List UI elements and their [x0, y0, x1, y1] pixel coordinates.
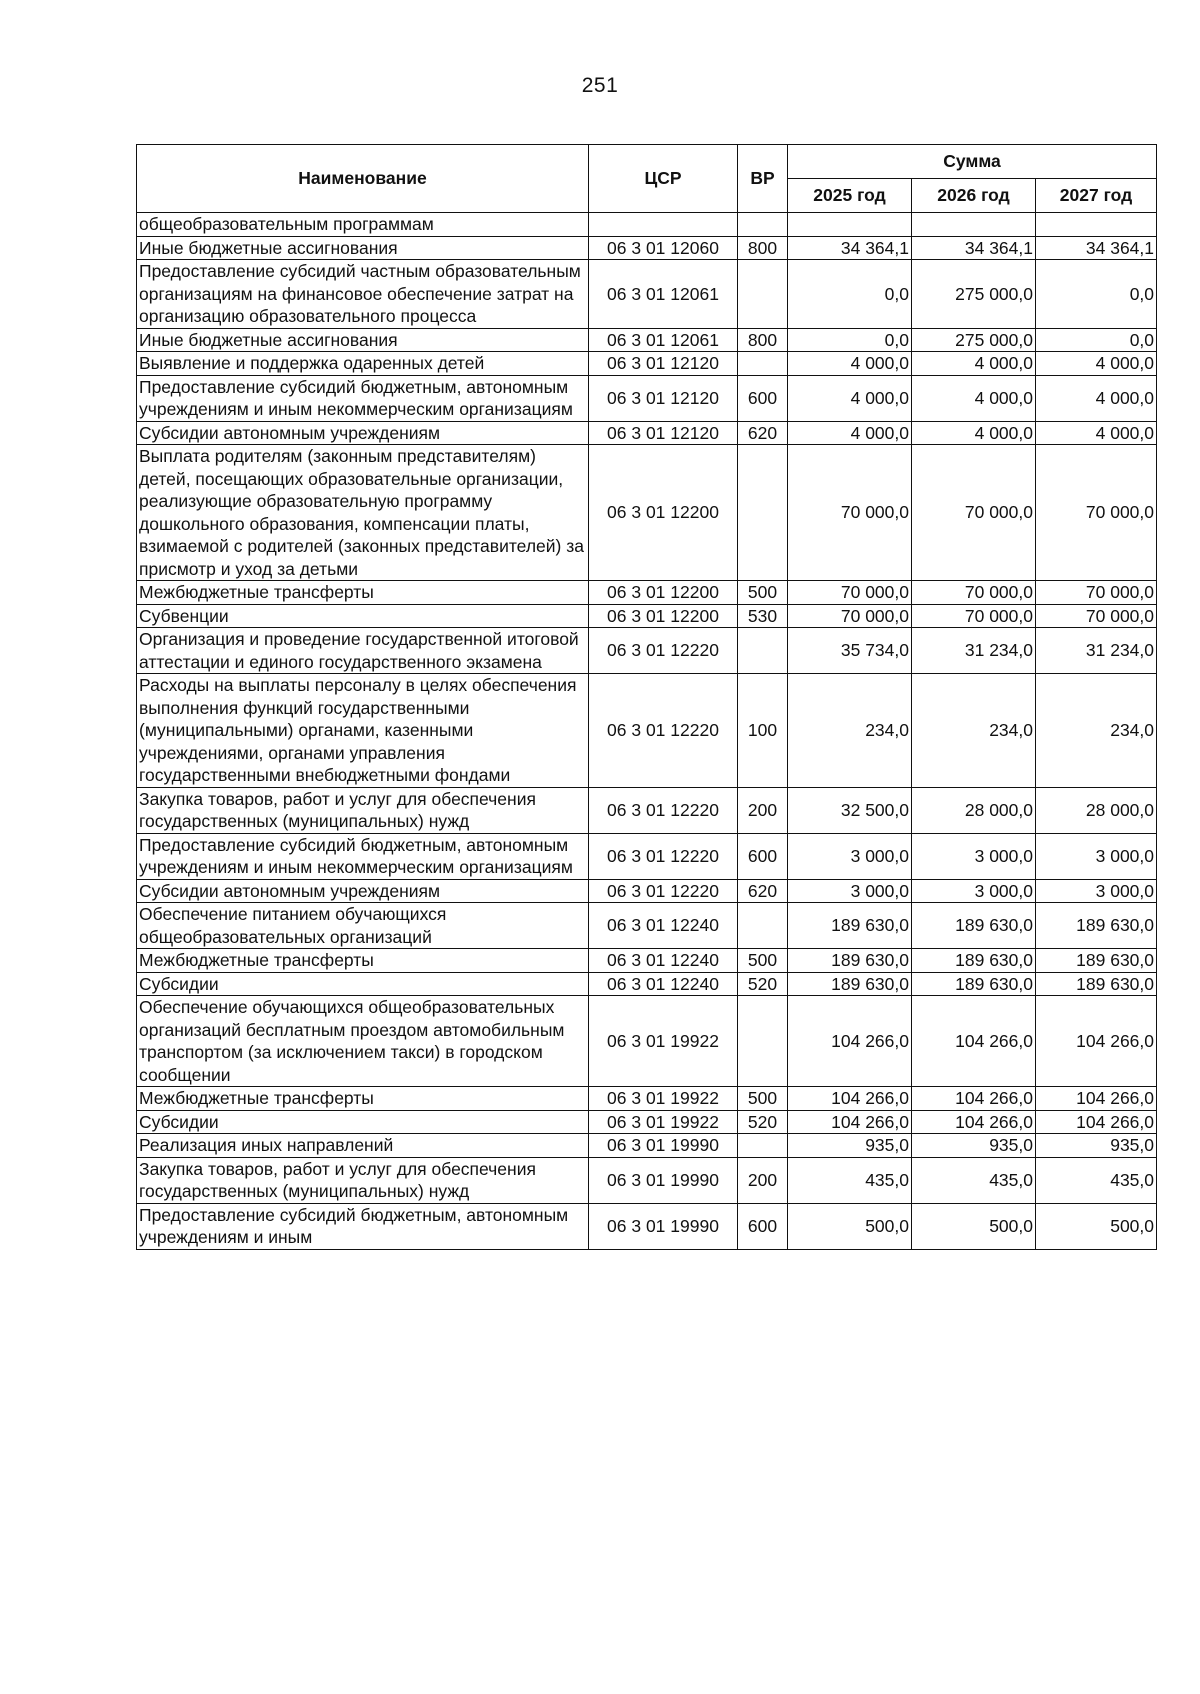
- row-name: Иные бюджетные ассигнования: [137, 236, 589, 260]
- row-sum-2025: 500,0: [788, 1203, 912, 1249]
- row-csr: 06 3 01 19990: [589, 1203, 738, 1249]
- row-sum-2025: 189 630,0: [788, 972, 912, 996]
- row-sum-2025: 234,0: [788, 674, 912, 788]
- row-csr: 06 3 01 12240: [589, 949, 738, 973]
- table-row: [137, 328, 1157, 352]
- header-name: Наименование: [137, 145, 589, 213]
- row-sum-2027: 70 000,0: [1036, 445, 1157, 581]
- row-csr: 06 3 01 12240: [589, 972, 738, 996]
- table-row: [137, 1203, 1157, 1249]
- row-vr: [738, 903, 788, 949]
- row-vr: [738, 1134, 788, 1158]
- row-sum-2026: 189 630,0: [912, 903, 1036, 949]
- row-sum-2025: 3 000,0: [788, 879, 912, 903]
- row-vr: 100: [738, 674, 788, 788]
- row-sum-2026: 275 000,0: [912, 260, 1036, 329]
- budget-table: [136, 144, 1157, 1250]
- row-sum-2027: 70 000,0: [1036, 604, 1157, 628]
- row-sum-2026: 189 630,0: [912, 949, 1036, 973]
- row-vr: 600: [738, 833, 788, 879]
- row-csr: 06 3 01 12220: [589, 628, 738, 674]
- row-sum-2026: 34 364,1: [912, 236, 1036, 260]
- row-csr: 06 3 01 19922: [589, 1110, 738, 1134]
- row-name: Субвенции: [137, 604, 589, 628]
- row-csr: 06 3 01 12220: [589, 879, 738, 903]
- table-row: [137, 421, 1157, 445]
- row-name: Субсидии: [137, 1110, 589, 1134]
- row-sum-2025: [788, 213, 912, 237]
- row-name: Обеспечение питанием обучающихся общеобразовательных организаций: [137, 903, 589, 949]
- row-sum-2026: 4 000,0: [912, 375, 1036, 421]
- row-sum-2025: 0,0: [788, 328, 912, 352]
- row-sum-2026: 500,0: [912, 1203, 1036, 1249]
- row-sum-2026: 31 234,0: [912, 628, 1036, 674]
- table-row: [137, 628, 1157, 674]
- row-name: Межбюджетные трансферты: [137, 581, 589, 605]
- header-year-2025: 2025 год: [788, 179, 912, 213]
- row-name: Межбюджетные трансферты: [137, 1087, 589, 1111]
- row-vr: 500: [738, 581, 788, 605]
- row-csr: 06 3 01 12240: [589, 903, 738, 949]
- table-row: [137, 375, 1157, 421]
- table-row: [137, 949, 1157, 973]
- row-sum-2025: 3 000,0: [788, 833, 912, 879]
- header-vr: ВР: [738, 145, 788, 213]
- table-row: [137, 352, 1157, 376]
- row-sum-2027: 500,0: [1036, 1203, 1157, 1249]
- row-name: Предоставление субсидий бюджетным, автономным учреждениям и иным: [137, 1203, 589, 1249]
- row-vr: 600: [738, 1203, 788, 1249]
- row-sum-2025: 189 630,0: [788, 949, 912, 973]
- row-sum-2027: 34 364,1: [1036, 236, 1157, 260]
- row-name: Субсидии: [137, 972, 589, 996]
- row-sum-2027: 3 000,0: [1036, 879, 1157, 903]
- header-csr: ЦСР: [589, 145, 738, 213]
- header-sum: Сумма: [788, 145, 1157, 179]
- row-vr: 520: [738, 972, 788, 996]
- row-sum-2026: 70 000,0: [912, 581, 1036, 605]
- row-name: Реализация иных направлений: [137, 1134, 589, 1158]
- table-row: [137, 879, 1157, 903]
- row-sum-2026: [912, 213, 1036, 237]
- row-sum-2027: 28 000,0: [1036, 787, 1157, 833]
- row-sum-2026: 70 000,0: [912, 445, 1036, 581]
- row-sum-2026: 104 266,0: [912, 996, 1036, 1087]
- row-sum-2025: 70 000,0: [788, 445, 912, 581]
- row-vr: [738, 628, 788, 674]
- table-row: [137, 1110, 1157, 1134]
- table-row: [137, 996, 1157, 1087]
- row-sum-2026: 3 000,0: [912, 833, 1036, 879]
- row-vr: 200: [738, 787, 788, 833]
- row-vr: 620: [738, 879, 788, 903]
- row-sum-2026: 935,0: [912, 1134, 1036, 1158]
- row-sum-2026: 234,0: [912, 674, 1036, 788]
- row-csr: 06 3 01 12220: [589, 674, 738, 788]
- row-name: Выплата родителям (законным представителям) детей, посещающих образовательные организации, реализующие образовательную программу дошкольного образования, компенсации платы, взимаемой с родителей (законных представителей) за присмотр и уход за детьми: [137, 445, 589, 581]
- row-name: Закупка товаров, работ и услуг для обеспечения государственных (муниципальных) нужд: [137, 787, 589, 833]
- row-vr: 500: [738, 949, 788, 973]
- row-vr: [738, 352, 788, 376]
- row-csr: 06 3 01 12120: [589, 352, 738, 376]
- row-sum-2025: 104 266,0: [788, 1110, 912, 1134]
- row-name: Обеспечение обучающихся общеобразовательных организаций бесплатным проездом автомобильным транспортом (за исключением такси) в городском сообщении: [137, 996, 589, 1087]
- row-sum-2027: 0,0: [1036, 260, 1157, 329]
- row-sum-2025: 4 000,0: [788, 421, 912, 445]
- row-csr: 06 3 01 12120: [589, 375, 738, 421]
- row-sum-2027: 104 266,0: [1036, 996, 1157, 1087]
- row-name: Выявление и поддержка одаренных детей: [137, 352, 589, 376]
- row-sum-2027: 189 630,0: [1036, 972, 1157, 996]
- row-sum-2025: 35 734,0: [788, 628, 912, 674]
- row-name: Иные бюджетные ассигнования: [137, 328, 589, 352]
- row-csr: 06 3 01 12060: [589, 236, 738, 260]
- row-name: Субсидии автономным учреждениям: [137, 421, 589, 445]
- row-vr: 800: [738, 328, 788, 352]
- table-row: [137, 833, 1157, 879]
- row-sum-2025: 0,0: [788, 260, 912, 329]
- row-name: Предоставление субсидий бюджетным, автономным учреждениям и иным некоммерческим организациям: [137, 375, 589, 421]
- row-sum-2026: 3 000,0: [912, 879, 1036, 903]
- row-vr: 620: [738, 421, 788, 445]
- row-sum-2027: 31 234,0: [1036, 628, 1157, 674]
- row-sum-2026: 189 630,0: [912, 972, 1036, 996]
- row-csr: [589, 213, 738, 237]
- row-vr: [738, 445, 788, 581]
- row-sum-2027: 189 630,0: [1036, 949, 1157, 973]
- table-row: [137, 1157, 1157, 1203]
- table-row: [137, 787, 1157, 833]
- row-sum-2027: 3 000,0: [1036, 833, 1157, 879]
- header-year-2026: 2026 год: [912, 179, 1036, 213]
- row-sum-2027: 189 630,0: [1036, 903, 1157, 949]
- row-sum-2026: 435,0: [912, 1157, 1036, 1203]
- row-name: Межбюджетные трансферты: [137, 949, 589, 973]
- row-vr: [738, 260, 788, 329]
- row-sum-2026: 70 000,0: [912, 604, 1036, 628]
- row-csr: 06 3 01 12200: [589, 581, 738, 605]
- table-row: [137, 581, 1157, 605]
- row-sum-2027: 70 000,0: [1036, 581, 1157, 605]
- row-vr: 500: [738, 1087, 788, 1111]
- row-sum-2026: 28 000,0: [912, 787, 1036, 833]
- row-vr: 800: [738, 236, 788, 260]
- row-sum-2025: 32 500,0: [788, 787, 912, 833]
- row-csr: 06 3 01 12220: [589, 787, 738, 833]
- row-csr: 06 3 01 12200: [589, 604, 738, 628]
- row-csr: 06 3 01 12061: [589, 260, 738, 329]
- row-sum-2027: [1036, 213, 1157, 237]
- row-sum-2025: 34 364,1: [788, 236, 912, 260]
- row-name: Субсидии автономным учреждениям: [137, 879, 589, 903]
- row-csr: 06 3 01 12120: [589, 421, 738, 445]
- row-name: общеобразовательным программам: [137, 213, 589, 237]
- row-sum-2027: 104 266,0: [1036, 1110, 1157, 1134]
- table-row: [137, 236, 1157, 260]
- row-vr: 530: [738, 604, 788, 628]
- row-csr: 06 3 01 12220: [589, 833, 738, 879]
- table-row: [137, 604, 1157, 628]
- row-name: Расходы на выплаты персоналу в целях обеспечения выполнения функций государственными (муниципальными) органами, казенными учреждениями, органами управления государственными внебюджетными фондами: [137, 674, 589, 788]
- row-name: Предоставление субсидий бюджетным, автономным учреждениям и иным некоммерческим организациям: [137, 833, 589, 879]
- row-csr: 06 3 01 12061: [589, 328, 738, 352]
- table-row: [137, 260, 1157, 329]
- row-sum-2025: 70 000,0: [788, 604, 912, 628]
- row-sum-2027: 4 000,0: [1036, 375, 1157, 421]
- row-sum-2027: 0,0: [1036, 328, 1157, 352]
- row-csr: 06 3 01 19922: [589, 996, 738, 1087]
- row-sum-2026: 104 266,0: [912, 1087, 1036, 1111]
- row-sum-2026: 4 000,0: [912, 421, 1036, 445]
- row-sum-2025: 70 000,0: [788, 581, 912, 605]
- row-sum-2026: 104 266,0: [912, 1110, 1036, 1134]
- row-sum-2026: 275 000,0: [912, 328, 1036, 352]
- row-sum-2027: 435,0: [1036, 1157, 1157, 1203]
- row-sum-2025: 435,0: [788, 1157, 912, 1203]
- row-name: Предоставление субсидий частным образовательным организациям на финансовое обеспечение затрат на организацию образовательного процесса: [137, 260, 589, 329]
- row-csr: 06 3 01 19922: [589, 1087, 738, 1111]
- table-row: [137, 1087, 1157, 1111]
- row-csr: 06 3 01 19990: [589, 1157, 738, 1203]
- table-body: [137, 213, 1157, 1250]
- table-row: [137, 674, 1157, 788]
- page-number: 251: [581, 74, 619, 97]
- table-row: [137, 903, 1157, 949]
- row-sum-2025: 104 266,0: [788, 996, 912, 1087]
- row-csr: 06 3 01 12200: [589, 445, 738, 581]
- table-row: [137, 213, 1157, 237]
- row-csr: 06 3 01 19990: [589, 1134, 738, 1158]
- row-name: Организация и проведение государственной итоговой аттестации и единого государственного экзамена: [137, 628, 589, 674]
- table-row: [137, 972, 1157, 996]
- row-sum-2027: 935,0: [1036, 1134, 1157, 1158]
- row-sum-2025: 935,0: [788, 1134, 912, 1158]
- row-sum-2026: 4 000,0: [912, 352, 1036, 376]
- row-vr: 600: [738, 375, 788, 421]
- row-name: Закупка товаров, работ и услуг для обеспечения государственных (муниципальных) нужд: [137, 1157, 589, 1203]
- row-vr: [738, 213, 788, 237]
- header-year-2027: 2027 год: [1036, 179, 1157, 213]
- row-sum-2025: 4 000,0: [788, 375, 912, 421]
- row-vr: 520: [738, 1110, 788, 1134]
- table-row: [137, 1134, 1157, 1158]
- row-sum-2027: 4 000,0: [1036, 421, 1157, 445]
- row-sum-2027: 4 000,0: [1036, 352, 1157, 376]
- row-sum-2027: 234,0: [1036, 674, 1157, 788]
- row-sum-2027: 104 266,0: [1036, 1087, 1157, 1111]
- row-sum-2025: 104 266,0: [788, 1087, 912, 1111]
- table-row: [137, 445, 1157, 581]
- row-sum-2025: 189 630,0: [788, 903, 912, 949]
- row-sum-2025: 4 000,0: [788, 352, 912, 376]
- row-vr: [738, 996, 788, 1087]
- row-vr: 200: [738, 1157, 788, 1203]
